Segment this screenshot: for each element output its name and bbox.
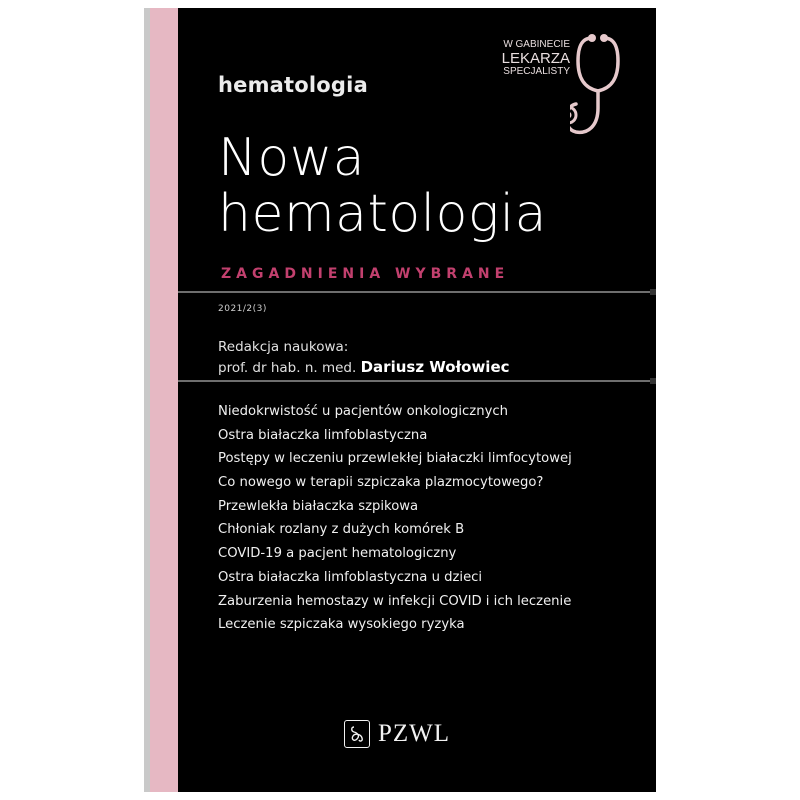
topic-item: Leczenie szpiczaka wysokiego ryzyka	[218, 617, 465, 633]
topic-item: Chłoniak rozlany z dużych komórek B	[218, 522, 465, 538]
stethoscope-icon	[570, 16, 650, 146]
topic-item: Co nowego w terapii szpiczaka plazmocytowego?	[218, 475, 544, 491]
topic-item: Przewlekła białaczka szpikowa	[218, 498, 419, 514]
topic-item: Ostra białaczka limfoblastyczna	[218, 427, 428, 443]
series-label: hematologia	[218, 73, 368, 97]
editor-name: Dariusz Wołowiec	[360, 358, 510, 376]
title-line-2: hematologia	[218, 184, 547, 244]
spine-pink-strip	[150, 8, 178, 792]
snake-icon	[344, 720, 370, 748]
badge-line-2: LEKARZA	[501, 50, 570, 67]
topic-item: Ostra białaczka limfoblastyczna u dzieci	[218, 569, 483, 585]
topic-item: Postępy w leczeniu przewlekłej białaczki limfocytowej	[218, 451, 572, 467]
title-line-1: Nowa	[218, 128, 366, 188]
book-subtitle: ZAGADNIENIA WYBRANE	[221, 266, 510, 282]
issue-number: 2021/2(3)	[218, 304, 267, 314]
divider-bottom	[178, 380, 656, 382]
badge-text	[482, 39, 570, 78]
topic-item: Niedokrwistość u pacjentów onkologicznych	[218, 404, 508, 419]
topics-list	[218, 400, 572, 637]
editor-label: Redakcja naukowa:	[218, 339, 349, 355]
topic-item: Zaburzenia hemostazy w infekcji COVID i ich leczenie	[218, 593, 572, 609]
publisher-logo	[344, 720, 450, 748]
publisher-name: PZWL	[378, 720, 451, 747]
badge-line-1: W GABINECIE	[503, 39, 570, 50]
book-title	[218, 130, 547, 242]
book-cover	[144, 8, 656, 792]
divider-top	[178, 291, 656, 293]
editor-line	[218, 358, 510, 376]
editor-title: prof. dr hab. n. med.	[218, 360, 357, 376]
badge-line-3: SPECJALISTY	[503, 66, 570, 77]
topic-item: COVID-19 a pacjent hematologiczny	[218, 546, 457, 562]
